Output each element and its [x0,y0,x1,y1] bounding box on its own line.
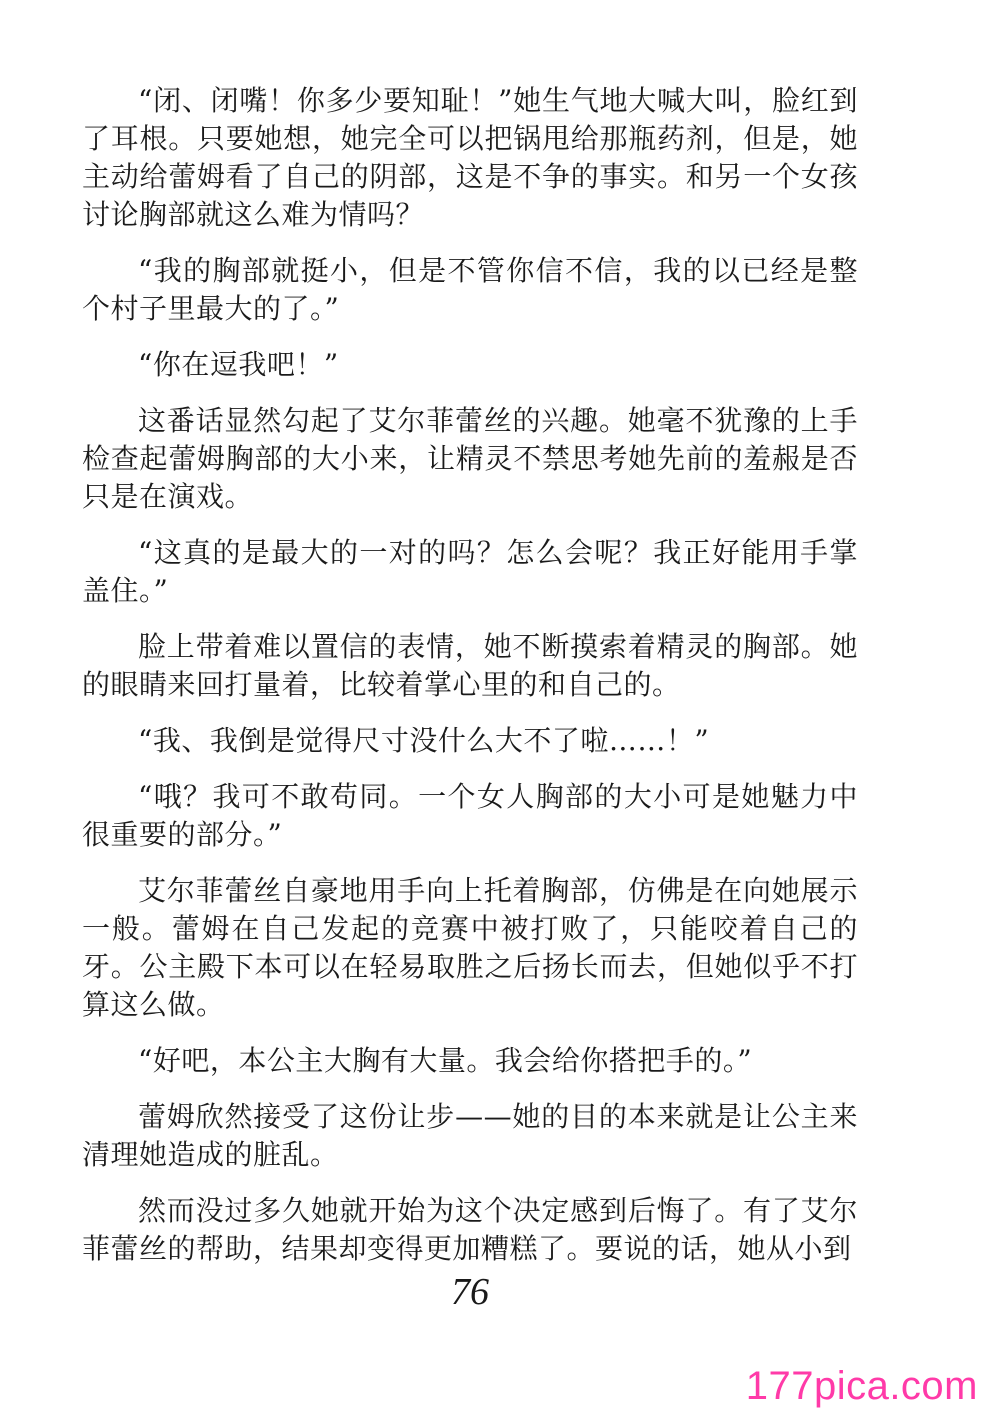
paragraph: “好吧，本公主大胸有大量。我会给你搭把手的。” [138,1044,753,1077]
paragraph: 脸上带着难以置信的表情，她不断摸索着精灵的胸部。她的眼睛来回打量着，比较着掌心里的和自己的。 [82,630,858,701]
page-body [82,82,858,1286]
page-number: 76 [451,1271,489,1313]
paragraph: 这番话显然勾起了艾尔菲蕾丝的兴趣。她毫不犹豫的上手检查起蕾姆胸部的大小来，让精灵不禁思考她先前的羞赧是否只是在演戏。 [82,404,858,513]
paragraph: 蕾姆欣然接受了这份让步——她的目的本来就是让公主来清理她造成的脏乱。 [82,1100,858,1171]
paragraph: “哦？我可不敢苟同。一个女人胸部的大小可是她魅力中很重要的部分。” [82,780,858,851]
paragraph: “我的胸部就挺小，但是不管你信不信，我的以已经是整个村子里最大的了。” [82,254,858,325]
paragraph: “我、我倒是觉得尺寸没什么大不了啦……！” [138,724,710,757]
paragraph: “这真的是最大的一对的吗？怎么会呢？我正好能用手掌盖住。” [82,536,858,607]
paragraph: 艾尔菲蕾丝自豪地用手向上托着胸部，仿佛是在向她展示一般。蕾姆在自己发起的竞赛中被打败了，只能咬着自己的牙。公主殿下本可以在轻易取胜之后扬长而去，但她似乎不打算这么做。 [82,874,858,1021]
paragraph: “你在逗我吧！” [138,348,339,381]
watermark: 177pica.com [745,1364,978,1408]
paragraph: 然而没过多久她就开始为这个决定感到后悔了。有了艾尔菲蕾丝的帮助，结果却变得更加糟糕了。要说的话，她从小到 [82,1194,858,1265]
paragraph: “闭、闭嘴！你多少要知耻！”她生气地大喊大叫，脸红到了耳根。只要她想，她完全可以把锅甩给那瓶药剂，但是，她主动给蕾姆看了自己的阴部，这是不争的事实。和另一个女孩讨论胸部就这么难为情吗？ [82,84,858,231]
